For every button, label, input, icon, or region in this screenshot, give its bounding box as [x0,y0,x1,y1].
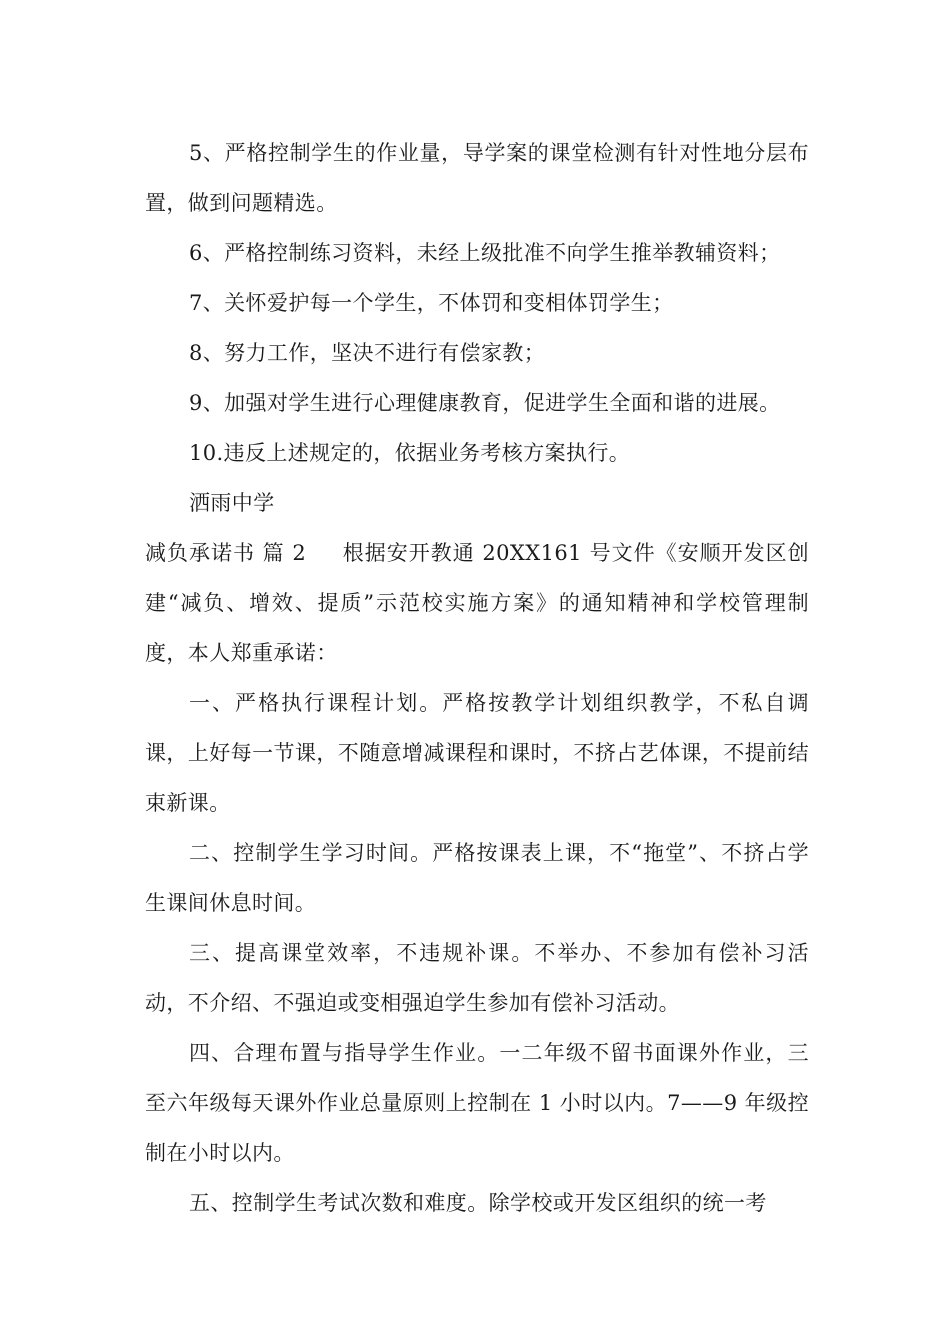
rule-item-6: 6、严格控制练习资料，未经上级批准不向学生推举教辅资料； [189,241,781,265]
pledge-item-2: 二、控制学生学习时间。严格按课表上课，不“拖堂”、不挤占学生课间休息时间。 [145,841,809,915]
signature-school: 洒雨中学 [189,491,275,515]
pledge-item-3: 三、提高课堂效率，不违规补课。不举办、不参加有偿补习活动，不介绍、不强迫或变相强迫学生参加有偿补习活动。 [145,941,809,1015]
rule-item-9: 9、加强对学生进行心理健康教育，促进学生全面和谐的进展。 [189,391,781,415]
rule-item-5: 5、严格控制学生的作业量，导学案的课堂检测有针对性地分层布置，做到问题精选。 [145,141,809,215]
section2-intro-paragraph [145,528,809,678]
pledge-item-5: 五、控制学生考试次数和难度。除学校或开发区组织的统一考 [189,1191,767,1215]
pledge-item-1: 一、严格执行课程计划。严格按教学计划组织教学，不私自调课，上好每一节课，不随意增减课程和课时，不挤占艺体课，不提前结束新课。 [145,691,809,815]
section2-heading: 减负承诺书 篇 2 [145,541,307,565]
rule-item-10: 10.违反上述规定的，依据业务考核方案执行。 [189,441,631,465]
pledge-item-4: 四、合理布置与指导学生作业。一二年级不留书面课外作业，三至六年级每天课外作业总量原则上控制在 1 小时以内。7——9 年级控制在小时以内。 [145,1041,809,1165]
document-body [145,128,809,1228]
rule-item-7: 7、关怀爱护每一个学生，不体罚和变相体罚学生； [189,291,674,315]
section2-intro: 根据安开教通 20XX161 号文件《安顺开发区创建“减负、增效、提质”示范校实施方案》的通知精神和学校管理制度，本人郑重承诺： [145,541,809,665]
rule-item-8: 8、努力工作，坚决不进行有偿家教； [189,341,546,365]
